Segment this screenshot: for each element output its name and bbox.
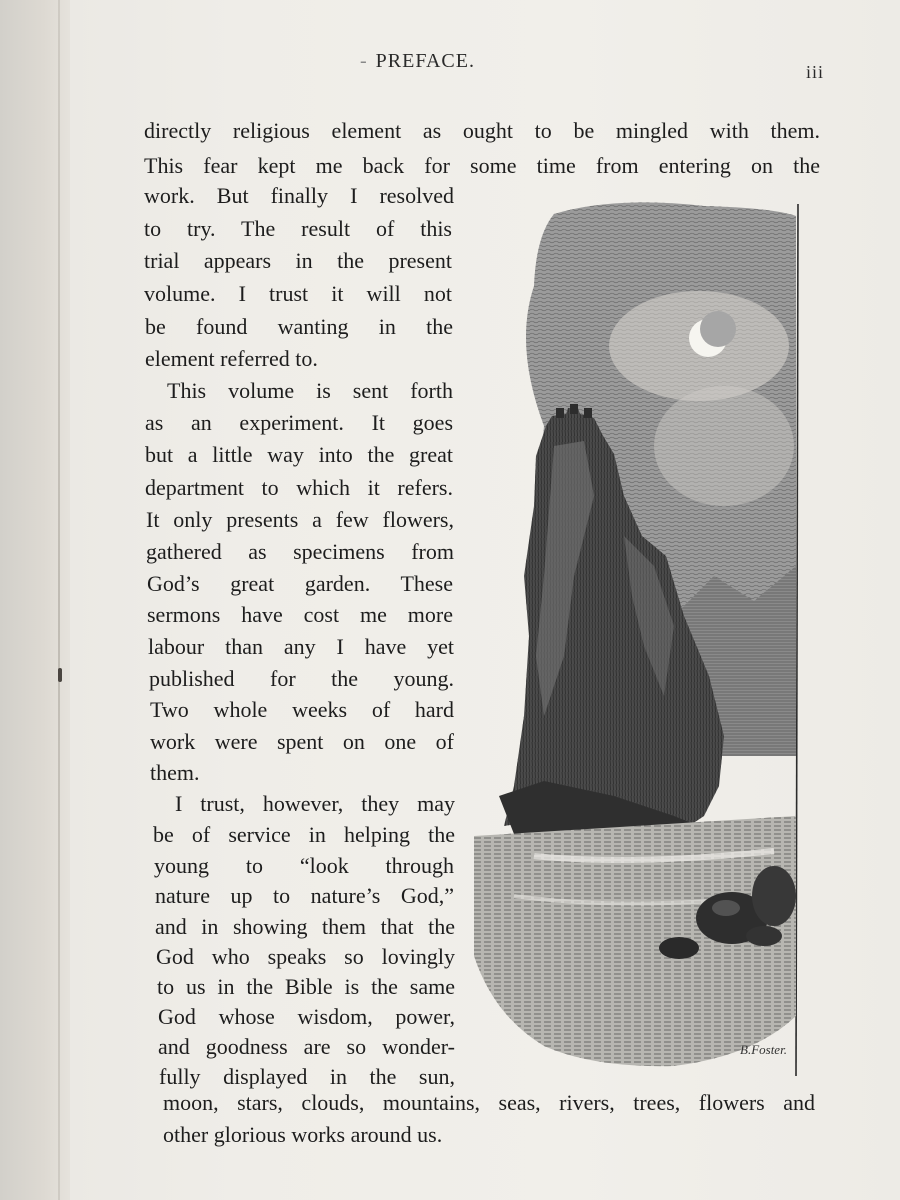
text-line: I trust, however, they may xyxy=(175,791,455,816)
engraving-illustration xyxy=(474,196,804,1082)
text-line: department to which it refers. xyxy=(145,475,453,500)
text-line: fully displayed in the sun, xyxy=(159,1064,455,1089)
running-head: - PREFACE. xyxy=(360,50,475,72)
text-line: and goodness are so wonder- xyxy=(158,1034,455,1059)
text-line: them. xyxy=(150,760,200,785)
text-line: work were spent on one of xyxy=(150,729,454,754)
text-line: but a little way into the great xyxy=(145,442,453,467)
text-line: This volume is sent forth xyxy=(167,378,453,403)
text-line: and in showing them that the xyxy=(155,914,455,939)
text-line: be found wanting in the xyxy=(145,314,453,339)
text-line: God who speaks so lovingly xyxy=(156,944,455,969)
text-line: nature up to nature’s God,” xyxy=(155,883,454,908)
text-line: young to “look through xyxy=(154,853,454,878)
text-line: be of service in helping the xyxy=(153,822,455,847)
gutter-fold xyxy=(58,0,60,1200)
text-line: This fear kept me back for some time from entering on the xyxy=(144,153,820,178)
text-line: It only presents a few flowers, xyxy=(146,507,454,532)
text-line: to us in the Bible is the same xyxy=(157,974,455,999)
text-line: published for the young. xyxy=(149,666,454,691)
text-line: God’s great garden. These xyxy=(147,571,453,596)
text-line: to try. The result of this xyxy=(144,216,452,241)
text-line: as an experiment. It goes xyxy=(145,410,453,435)
text-line: labour than any I have yet xyxy=(148,634,454,659)
artist-signature: B.Foster. xyxy=(740,1042,787,1057)
text-line: Two whole weeks of hard xyxy=(150,697,454,722)
text-line: sermons have cost me more xyxy=(147,602,453,627)
running-head-text: PREFACE. xyxy=(375,50,475,72)
gutter-ink-mark xyxy=(58,668,62,682)
text-line: moon, stars, clouds, mountains, seas, rivers, trees, flowers and xyxy=(163,1090,815,1115)
text-line: God whose wisdom, power, xyxy=(158,1004,455,1029)
text-line: trial appears in the present xyxy=(144,248,452,273)
page-number: iii xyxy=(806,62,825,82)
text-line: directly religious element as ought to be mingled with them. xyxy=(144,118,820,143)
text-line: element referred to. xyxy=(145,346,318,371)
illustration-border xyxy=(796,204,798,1076)
text-line: volume. I trust it will not xyxy=(144,281,452,306)
text-line: gathered as specimens from xyxy=(146,539,454,564)
text-line: other glorious works around us. xyxy=(163,1122,443,1147)
text-line: work. But finally I resolved xyxy=(144,183,454,208)
